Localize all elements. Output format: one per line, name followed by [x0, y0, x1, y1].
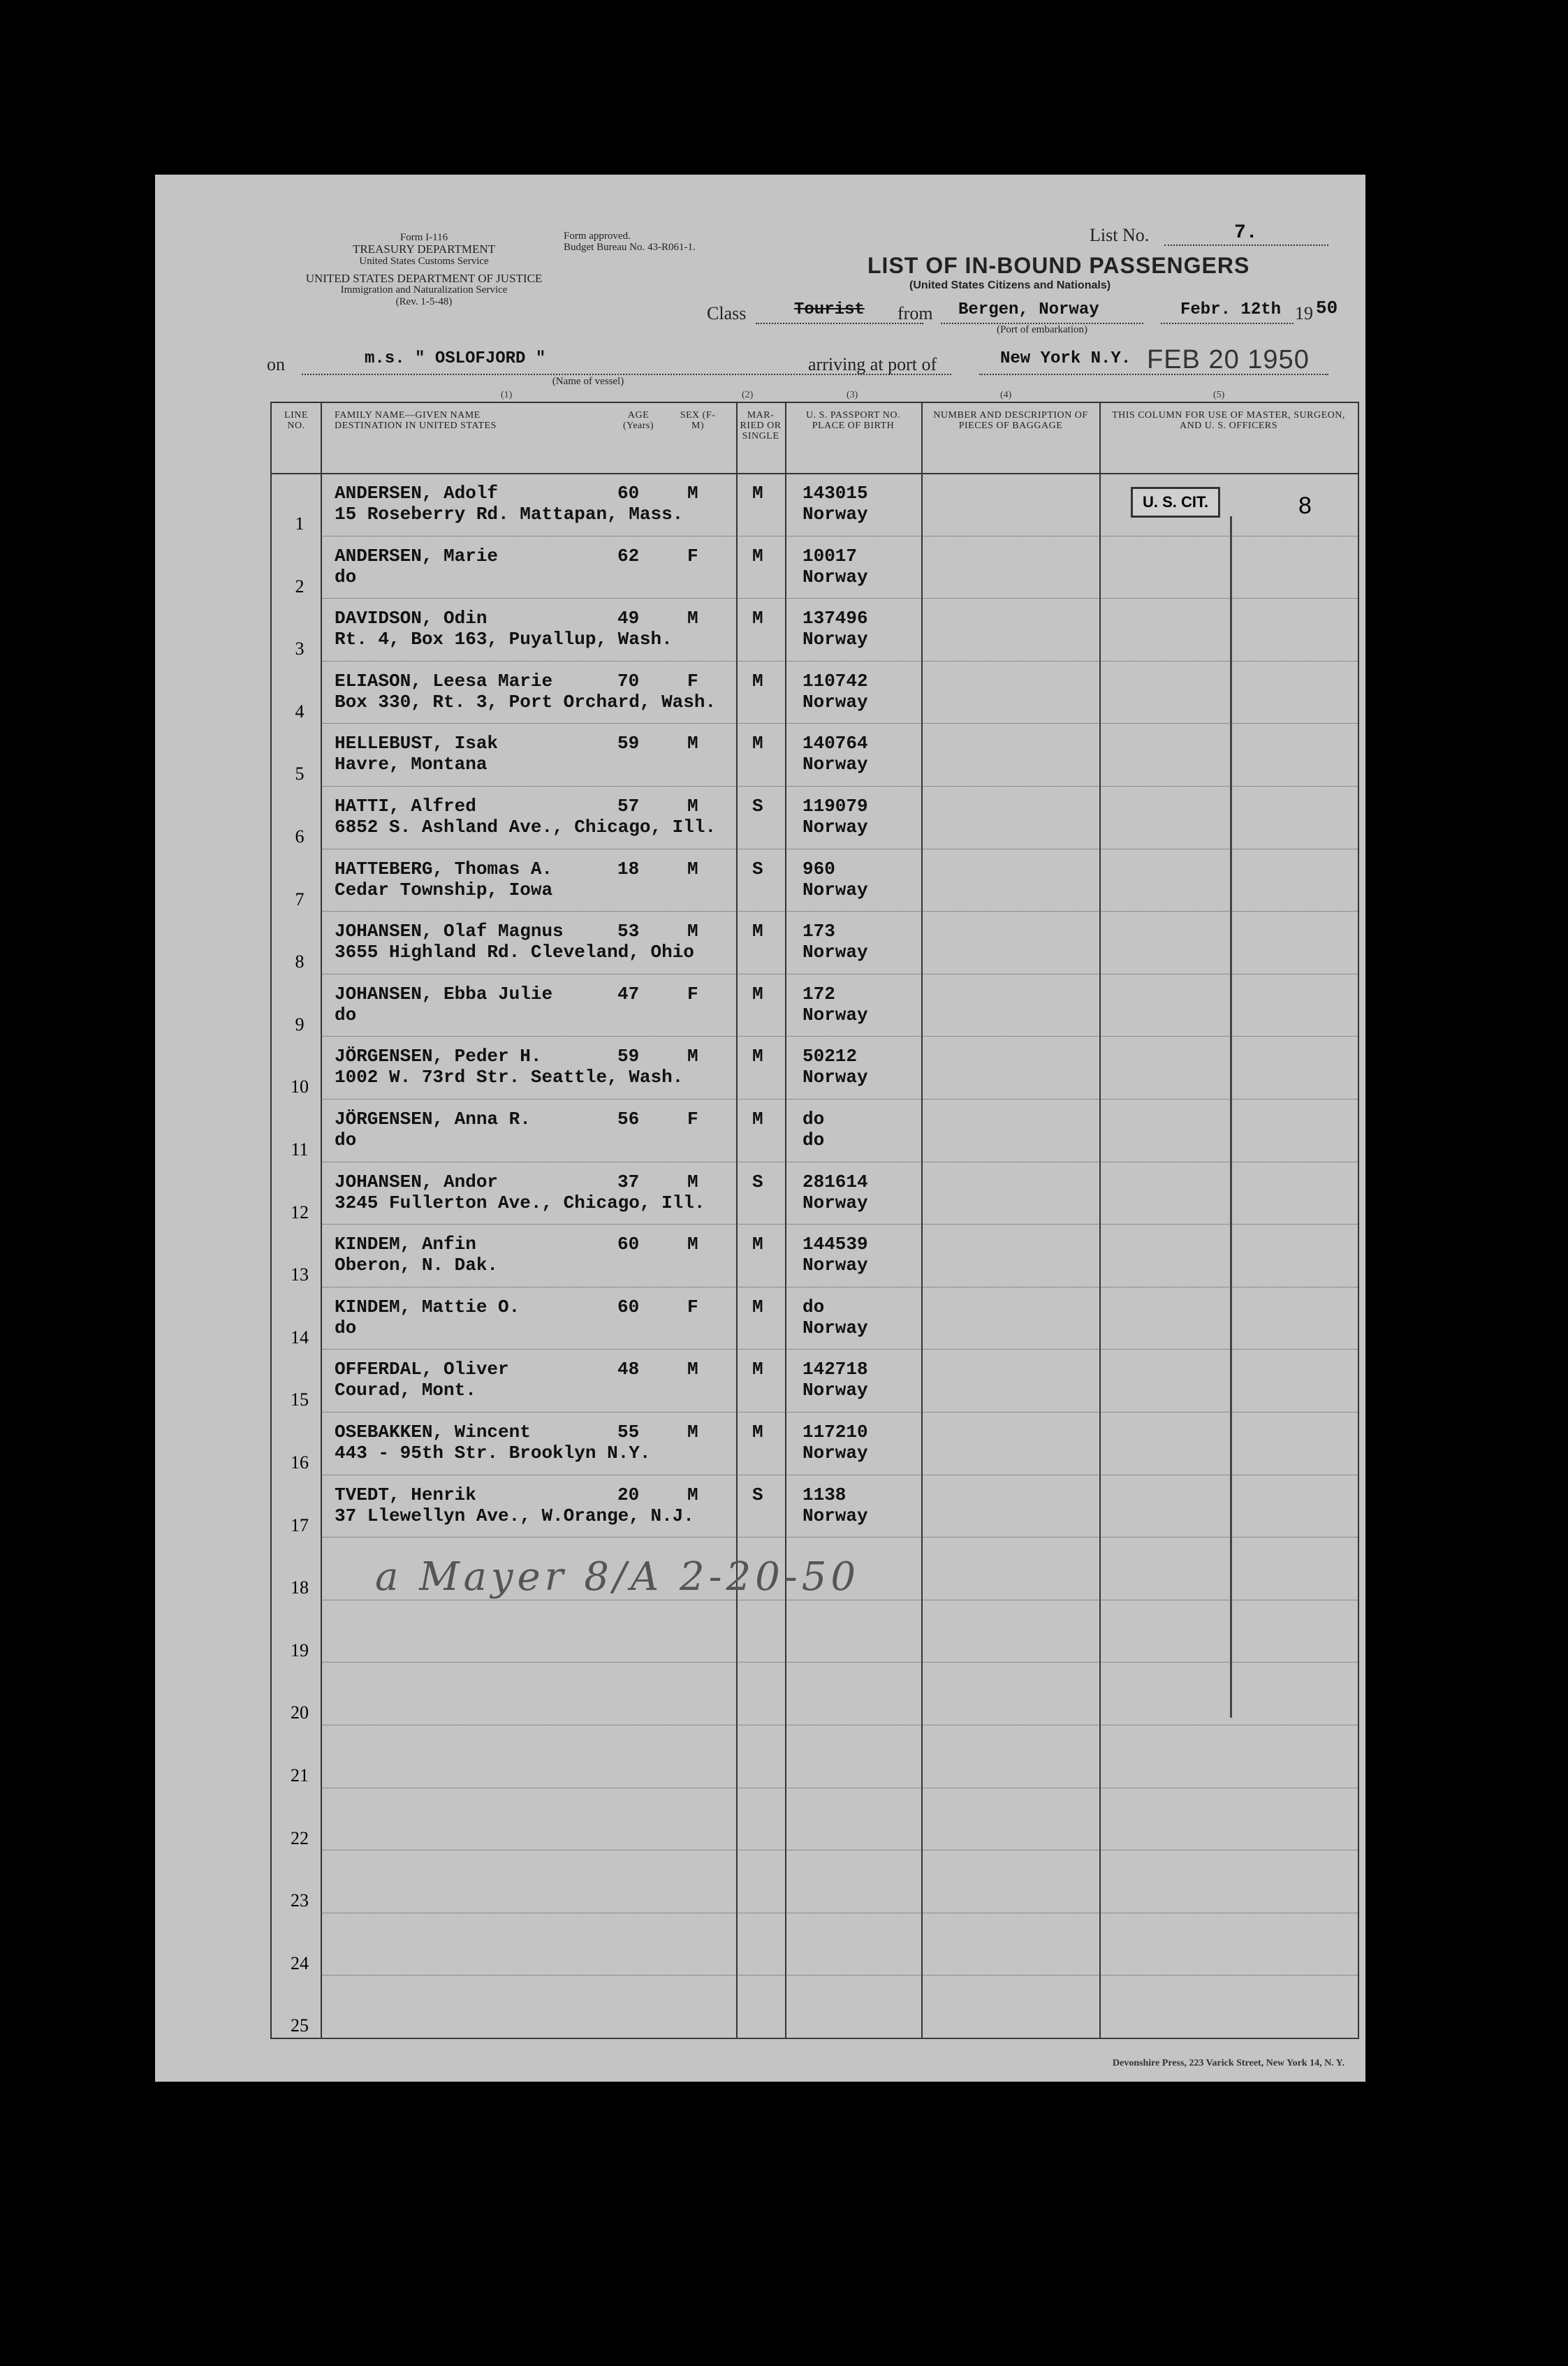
passenger-sex: F [687, 983, 698, 1005]
place-of-birth: Norway [803, 1192, 868, 1213]
passenger-age: 62 [617, 545, 640, 567]
passenger-destination: 6852 S. Ashland Ave., Chicago, Ill. [335, 817, 717, 838]
passenger-age: 48 [617, 1359, 640, 1380]
sailing-date: Febr. 12th [1180, 300, 1282, 319]
place-of-birth: Norway [803, 1505, 868, 1526]
row-number: 16 [291, 1452, 309, 1473]
row-number: 25 [291, 2015, 309, 2036]
passenger-destination: 3655 Highland Rd. Cleveland, Ohio [335, 942, 694, 963]
from-label: from [897, 303, 933, 323]
col-line-no: LINE NO. [284, 410, 308, 431]
marital-status: M [752, 483, 763, 504]
col-passport-birth: U. S. PASSPORT NO. PLACE OF BIRTH [806, 410, 900, 431]
place-of-birth: Norway [803, 691, 868, 713]
place-of-birth: do [803, 1130, 825, 1151]
marital-status: M [752, 1234, 763, 1255]
marital-status: M [752, 733, 763, 754]
year-prefix: 19 [1295, 303, 1313, 323]
place-of-birth: Norway [803, 1067, 868, 1088]
printer-imprint: Devonshire Press, 223 Varick Street, New York 14, N. Y. [1112, 2058, 1344, 2068]
passport-number: 117210 [803, 1422, 868, 1443]
passenger-sex: M [687, 1484, 698, 1505]
col-officers: THIS COLUMN FOR USE OF MASTER, SURGEON, AND U. S. OFFICERS [1112, 410, 1345, 431]
place-of-birth: Norway [803, 817, 868, 838]
passenger-sex: M [687, 608, 698, 629]
passenger-name: ANDERSEN, Marie [335, 545, 499, 567]
passenger-sex: M [687, 1234, 698, 1255]
passenger-destination: 443 - 95th Str. Brooklyn N.Y. [335, 1443, 651, 1463]
row-number: 21 [291, 1765, 309, 1786]
embarkation-note: (Port of embarkation) [997, 324, 1087, 335]
row-number: 2 [295, 576, 305, 597]
place-of-birth: Norway [803, 754, 868, 775]
passenger-age: 60 [617, 483, 640, 504]
year-value: 50 [1316, 298, 1338, 319]
row-number: 5 [295, 764, 305, 784]
passenger-name: HATTI, Alfred [335, 796, 476, 817]
place-of-birth: Norway [803, 1255, 868, 1276]
page-subtitle: (United States Citizens and Nationals) [909, 279, 1111, 291]
passenger-name: TVEDT, Henrik [335, 1484, 476, 1505]
arrival-date-stamp: FEB 20 1950 [1147, 345, 1310, 374]
page-title: LIST OF IN-BOUND PASSENGERS [867, 253, 1250, 278]
passenger-destination: Havre, Montana [335, 754, 488, 775]
passenger-name: OFFERDAL, Oliver [335, 1359, 509, 1380]
passenger-destination: do [335, 1004, 357, 1025]
passenger-table [270, 402, 1359, 2039]
passenger-sex: M [687, 483, 698, 504]
row-number: 10 [291, 1076, 309, 1097]
passenger-age: 59 [617, 733, 640, 754]
colnum-4: (4) [1000, 390, 1012, 400]
class-value: Tourist [794, 300, 865, 319]
marital-status: M [752, 1109, 763, 1130]
class-label: Class [707, 303, 747, 323]
passenger-sex: M [687, 733, 698, 754]
passport-number: 50212 [803, 1046, 858, 1067]
passenger-sex: M [687, 1046, 698, 1067]
passport-number: 281614 [803, 1171, 868, 1192]
place-of-birth: Norway [803, 1004, 868, 1025]
passenger-name: DAVIDSON, Odin [335, 608, 488, 629]
marital-status: M [752, 1046, 763, 1067]
revision-date: (Rev. 1-5-48) [395, 296, 453, 307]
passenger-destination: Rt. 4, Box 163, Puyallup, Wash. [335, 629, 673, 650]
passenger-sex: M [687, 1171, 698, 1192]
passenger-age: 59 [617, 1046, 640, 1067]
passenger-name: JÖRGENSEN, Peder H. [335, 1046, 542, 1067]
passport-number: 960 [803, 858, 835, 879]
passport-number: do [803, 1109, 825, 1130]
row-number: 14 [291, 1327, 309, 1348]
place-of-birth: Norway [803, 879, 868, 900]
department-of-justice: UNITED STATES DEPARTMENT OF JUSTICE [305, 272, 543, 285]
passenger-destination: 15 Roseberry Rd. Mattapan, Mass. [335, 504, 684, 525]
list-no-value: 7. [1234, 222, 1258, 244]
passenger-destination: 37 Llewellyn Ave., W.Orange, N.J. [335, 1505, 694, 1526]
passenger-sex: F [687, 1109, 698, 1130]
row-number: 15 [291, 1389, 309, 1410]
colnum-2: (2) [742, 390, 754, 400]
passenger-sex: F [687, 670, 698, 692]
passenger-name: JOHANSEN, Ebba Julie [335, 983, 553, 1005]
passenger-name: HELLEBUST, Isak [335, 733, 499, 754]
marital-status: M [752, 921, 763, 942]
passenger-sex: M [687, 858, 698, 879]
embarkation-port: Bergen, Norway [958, 300, 1099, 319]
passenger-destination: Oberon, N. Dak. [335, 1255, 499, 1276]
row-number: 6 [295, 826, 305, 847]
passenger-age: 20 [617, 1484, 640, 1505]
passport-number: 140764 [803, 733, 868, 754]
passenger-age: 70 [617, 670, 640, 692]
row-number: 8 [295, 951, 305, 972]
row-number: 20 [291, 1702, 309, 1723]
passenger-sex: M [687, 921, 698, 942]
row-number: 12 [291, 1202, 309, 1222]
col-sex: SEX (F-M) [680, 410, 716, 431]
passenger-age: 60 [617, 1296, 640, 1317]
passport-number: 110742 [803, 670, 868, 692]
row-number: 1 [295, 513, 305, 534]
passenger-age: 18 [617, 858, 640, 879]
list-no-label: List No. [1090, 225, 1150, 245]
arriving-label: arriving at port of [808, 354, 937, 374]
passport-number: 172 [803, 983, 835, 1005]
marital-status: M [752, 1422, 763, 1443]
col-married-single: MAR-RIED OR SINGLE [740, 410, 782, 441]
row-number: 3 [295, 638, 305, 659]
col-baggage: NUMBER AND DESCRIPTION OF PIECES OF BAGGAGE [933, 410, 1088, 431]
passenger-age: 60 [617, 1234, 640, 1255]
passenger-destination: do [335, 1317, 357, 1338]
passenger-age: 53 [617, 921, 640, 942]
form-approved: Form approved. [564, 231, 631, 242]
passenger-destination: Box 330, Rt. 3, Port Orchard, Wash. [335, 691, 717, 713]
treasury-department: TREASURY DEPARTMENT [352, 242, 496, 256]
passport-number: 1138 [803, 1484, 847, 1505]
passenger-sex: F [687, 545, 698, 567]
manifest-page [155, 175, 1365, 2082]
row-number: 11 [291, 1139, 309, 1160]
passport-number: 10017 [803, 545, 858, 567]
row-number: 18 [291, 1577, 309, 1598]
vessel-note: (Name of vessel) [552, 376, 624, 387]
passenger-sex: F [687, 1296, 698, 1317]
passenger-sex: M [687, 1359, 698, 1380]
passenger-name: KINDEM, Anfin [335, 1234, 476, 1255]
marital-status: M [752, 670, 763, 692]
colnum-3: (3) [847, 390, 858, 400]
passenger-name: JOHANSEN, Olaf Magnus [335, 921, 564, 942]
colnum-1: (1) [501, 390, 513, 400]
row-number: 19 [291, 1640, 309, 1660]
passport-number: 173 [803, 921, 835, 942]
marital-status: S [752, 1484, 763, 1505]
passport-number: do [803, 1296, 825, 1317]
col-name-destination: FAMILY NAME—GIVEN NAME DESTINATION IN UNITED STATES [335, 410, 497, 431]
place-of-birth: Norway [803, 1317, 868, 1338]
passenger-age: 57 [617, 796, 640, 817]
vessel-name: m.s. " OSLOFJORD " [365, 349, 546, 368]
col-age: AGE (Years) [622, 410, 654, 431]
row-number: 17 [291, 1514, 309, 1535]
passenger-name: ANDERSEN, Adolf [335, 483, 499, 504]
bracket-line [1230, 516, 1232, 1718]
passenger-age: 49 [617, 608, 640, 629]
marital-status: M [752, 983, 763, 1005]
passport-number: 137496 [803, 608, 868, 629]
on-label: on [267, 354, 285, 374]
passport-number: 142718 [803, 1359, 868, 1380]
passport-number: 143015 [803, 483, 868, 504]
naturalization-service: Immigration and Naturalization Service [340, 284, 508, 295]
row-number: 4 [295, 701, 305, 722]
passenger-destination: Cedar Township, Iowa [335, 879, 553, 900]
passenger-sex: M [687, 1422, 698, 1443]
marital-status: S [752, 858, 763, 879]
officer-note: 8 [1298, 492, 1312, 519]
passport-number: 119079 [803, 796, 868, 817]
marital-status: S [752, 1171, 763, 1192]
passenger-age: 37 [617, 1171, 640, 1192]
passport-number: 144539 [803, 1234, 868, 1255]
passenger-name: ELIASON, Leesa Marie [335, 670, 553, 692]
row-number: 13 [291, 1264, 309, 1285]
marital-status: M [752, 545, 763, 567]
passenger-name: JÖRGENSEN, Anna R. [335, 1109, 531, 1130]
passenger-age: 56 [617, 1109, 640, 1130]
passenger-name: KINDEM, Mattie O. [335, 1296, 520, 1317]
row-number: 9 [295, 1014, 305, 1035]
place-of-birth: Norway [803, 1443, 868, 1463]
passenger-destination: 3245 Fullerton Ave., Chicago, Ill. [335, 1192, 705, 1213]
marital-status: M [752, 1359, 763, 1380]
passenger-destination: do [335, 1130, 357, 1151]
marital-status: M [752, 1296, 763, 1317]
arrival-port: New York N.Y. [1000, 349, 1131, 368]
passenger-age: 47 [617, 983, 640, 1005]
marital-status: M [752, 608, 763, 629]
place-of-birth: Norway [803, 942, 868, 963]
passenger-destination: 1002 W. 73rd Str. Seattle, Wash. [335, 1067, 684, 1088]
inspector-signature: a Mayer 8/A 2-20-50 [375, 1554, 860, 1600]
place-of-birth: Norway [803, 566, 868, 587]
row-number: 7 [295, 889, 305, 910]
place-of-birth: Norway [803, 629, 868, 650]
passenger-name: HATTEBERG, Thomas A. [335, 858, 553, 879]
place-of-birth: Norway [803, 504, 868, 525]
colnum-5: (5) [1213, 390, 1225, 400]
row-number: 23 [291, 1890, 309, 1911]
row-number: 24 [291, 1952, 309, 1973]
passenger-age: 55 [617, 1422, 640, 1443]
marital-status: S [752, 796, 763, 817]
passenger-destination: do [335, 566, 357, 587]
passenger-destination: Courad, Mont. [335, 1380, 476, 1401]
passenger-name: JOHANSEN, Andor [335, 1171, 499, 1192]
passenger-sex: M [687, 796, 698, 817]
us-citizen-stamp: U. S. CIT. [1131, 487, 1220, 518]
form-number: Form I-116 [400, 232, 448, 243]
place-of-birth: Norway [803, 1380, 868, 1401]
row-number: 22 [291, 1827, 309, 1848]
passenger-name: OSEBAKKEN, Wincent [335, 1422, 531, 1443]
budget-bureau: Budget Bureau No. 43-R061-1. [564, 242, 696, 253]
customs-service: United States Customs Service [359, 256, 489, 267]
